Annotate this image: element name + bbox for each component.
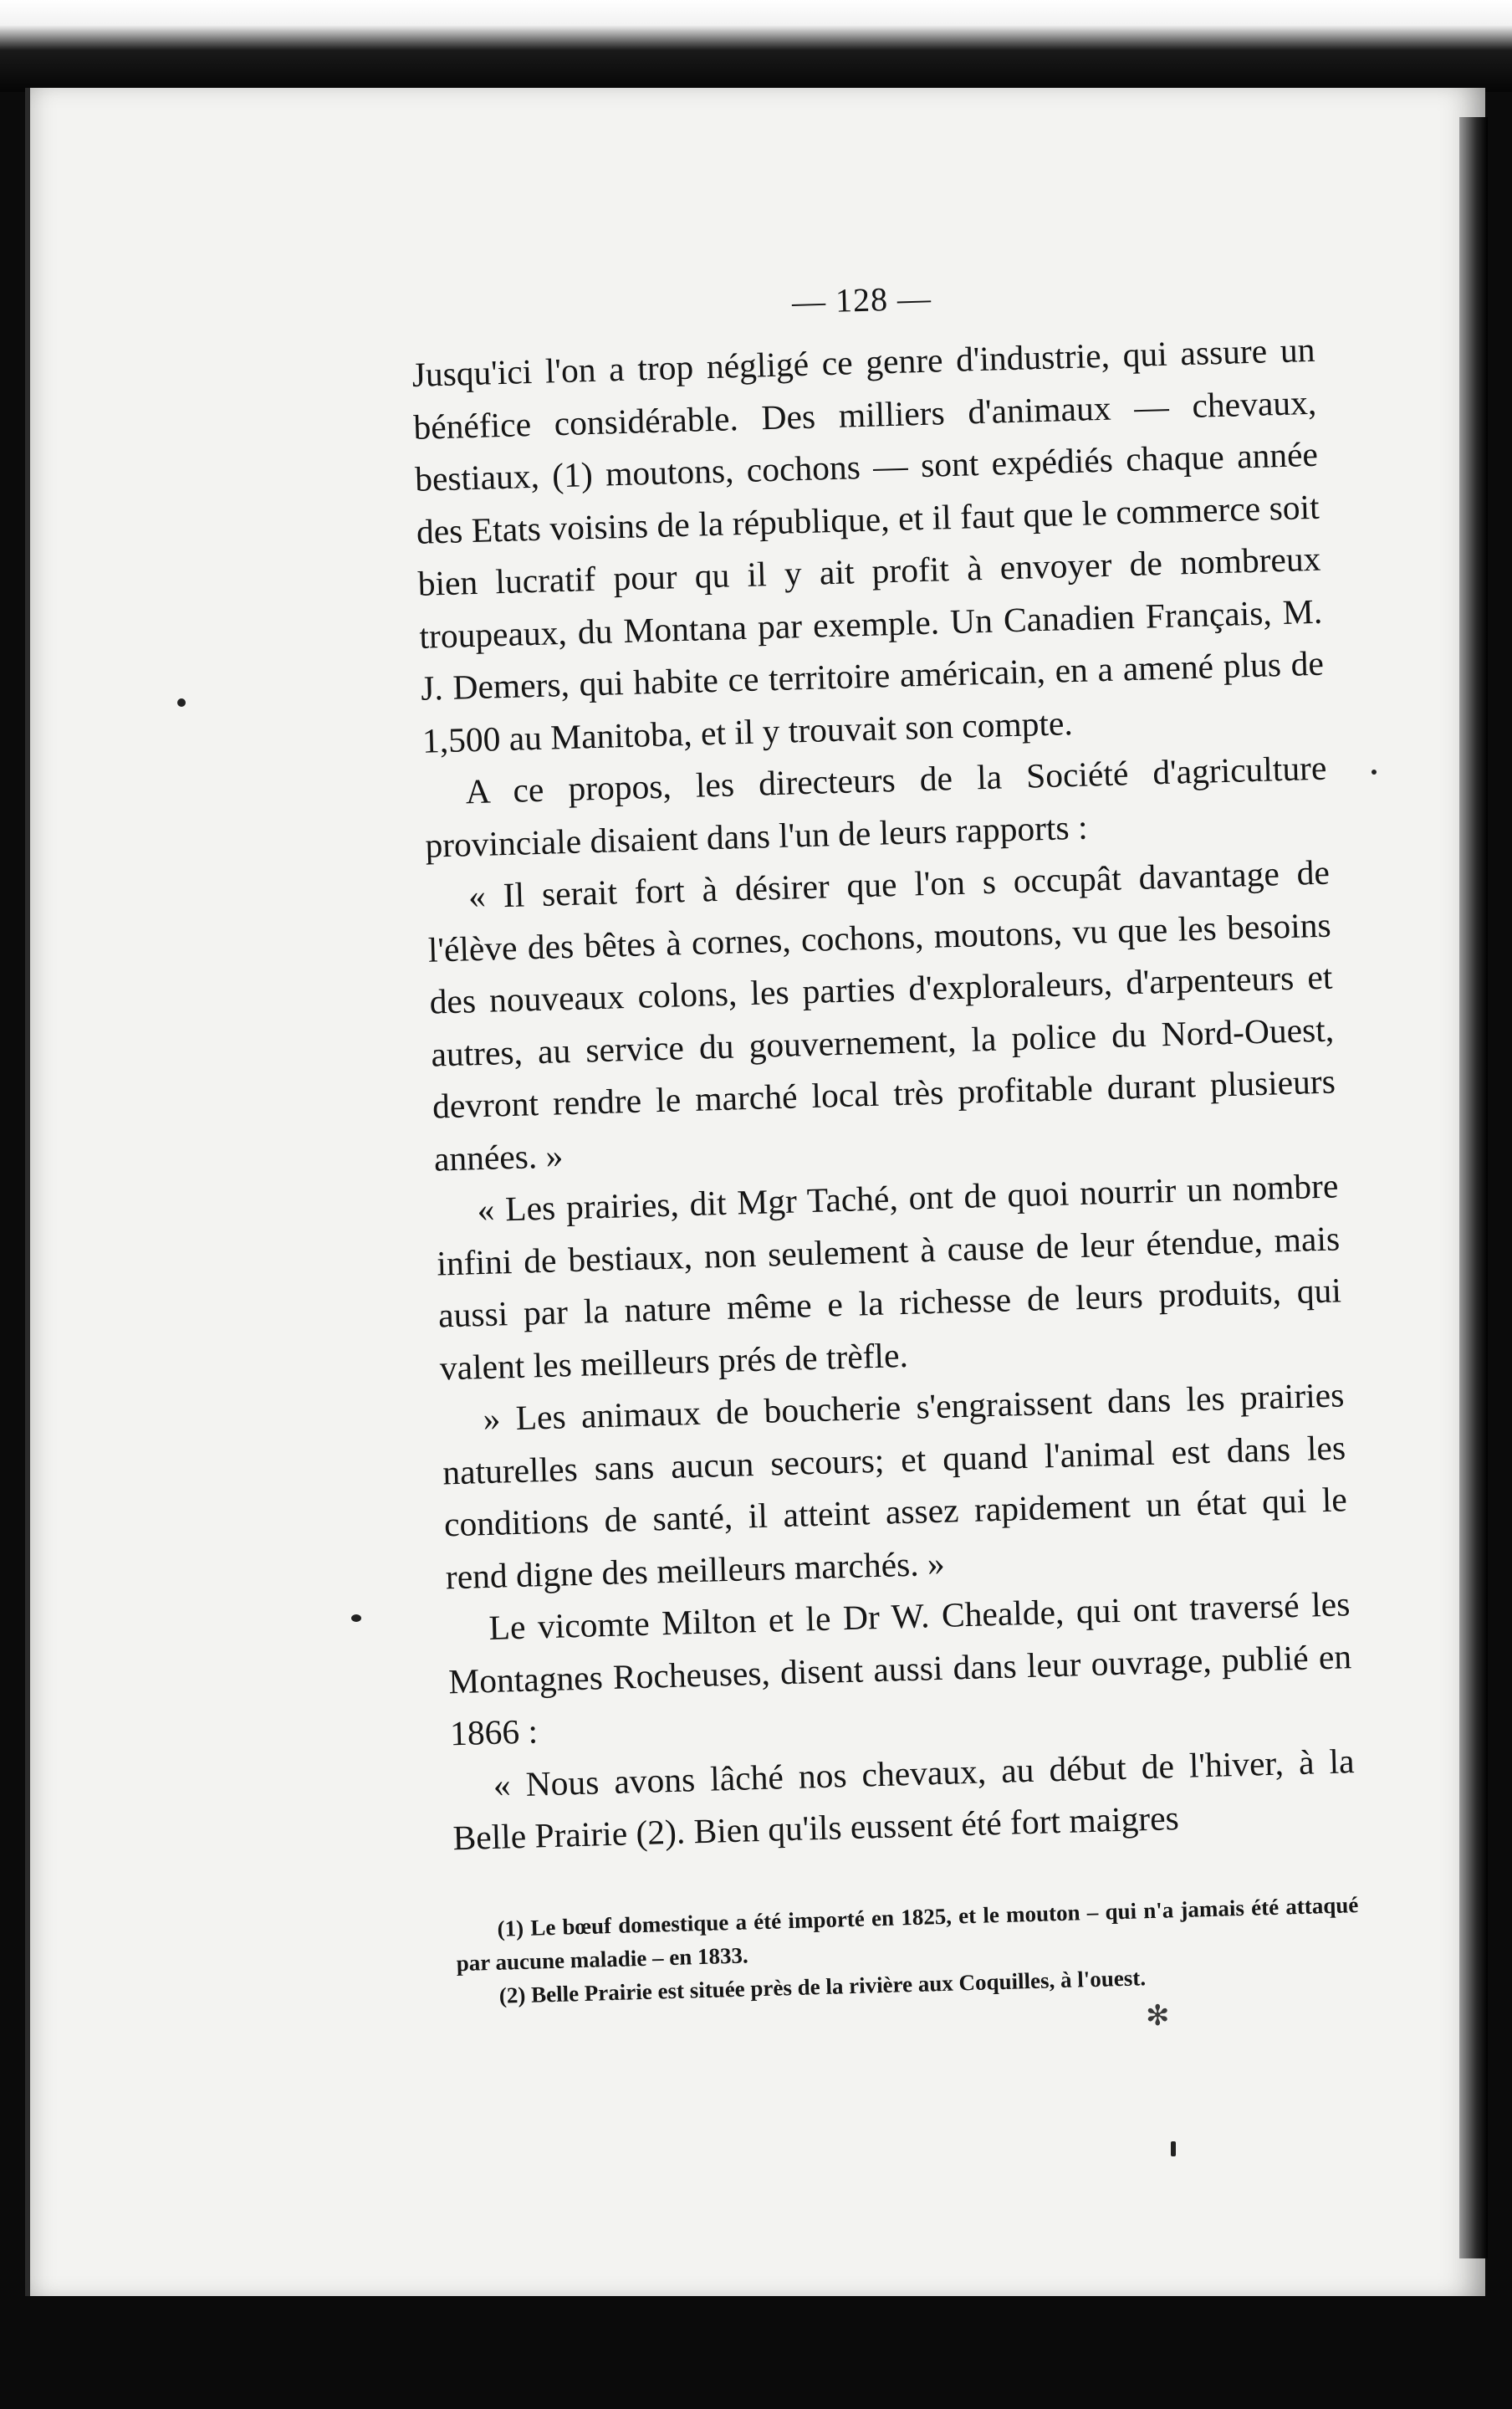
scan-top-border: [0, 0, 1512, 92]
page-edge-shadow: [1459, 117, 1488, 2258]
paragraph: Jusqu'ici l'on a trop négligé ce genre d'industrie, qui assure un bénéfice considérable. Des milliers d'animaux — chevaux, bestiaux, (1) moutons, cochons — sont expédiés chaque année des Etats voisins de la république, et il faut que le commerce soit bien lucratif pour qu il y ait profit à envoyer de nombreux troupeaux, du Montana par exemple. Un Canadien Français, M. J. Demers, qui habite ce territoire américain, en a amené plus de 1,500 au Manitoba, et il y trouvait son compte.: [411, 330, 1325, 760]
paragraph: « Il serait fort à désirer que l'on s occupât davantage de l'élève des bêtes à cornes, cochons, moutons, vu que les besoins des nouveaux colons, les parties d'exploraleurs, d'arpenteurs et autres, au service du gouvernement, la police du Nord-Ouest, devront rendre le marché local très profitable durant plusieurs années. »: [427, 852, 1336, 1179]
paragraph: « Nous avons lâché nos chevaux, au début de l'hiver, à la Belle Prairie (2). Bien qu'ils eussent été fort maigres: [452, 1741, 1356, 1858]
page-number: — 128 —: [791, 279, 932, 321]
document-page: [410, 268, 1361, 2013]
ink-speck: [351, 1614, 361, 1622]
paragraph: Le vicomte Milton et le Dr W. Chealde, qui ont traversé les Montagnes Rocheuses, disent aussi dans leur ouvrage, publié en 1866 :: [447, 1584, 1352, 1753]
paragraph: « Les prairies, dit Mgr Taché, ont de quoi nourrir un nombre infini de bestiaux, non seulement à cause de leur étendue, mais aussi par la nature même e la richesse de leurs produits, qui valent les meilleurs prés de trèfle.: [436, 1166, 1342, 1387]
paragraph: A ce propos, les directeurs de la Société d'agriculture provinciale disaient dans l'un de leurs rapports :: [424, 748, 1327, 865]
body-text: [411, 324, 1356, 1864]
footnote: (2) Belle Prairie est située près de la rivière aux Coquilles, à l'ouest.: [498, 1964, 1147, 2008]
ink-speck: [1171, 2141, 1176, 2156]
ink-blot: ✻: [1146, 1999, 1170, 2033]
ink-speck: [177, 698, 186, 707]
paragraph: » Les animaux de boucherie s'engraissent dans les prairies naturelles sans aucun secours; et quand l'animal est dans les conditions de santé, il atteint assez rapidement un état qui le rend digne des meilleurs marchés. »: [442, 1375, 1348, 1596]
ink-speck: [1372, 770, 1377, 775]
footnote: (1) Le bœuf domestique a été importé en 1825, et le mouton – qui n'a jamais été attaqué par aucune maladie – en 1833.: [456, 1891, 1359, 1976]
